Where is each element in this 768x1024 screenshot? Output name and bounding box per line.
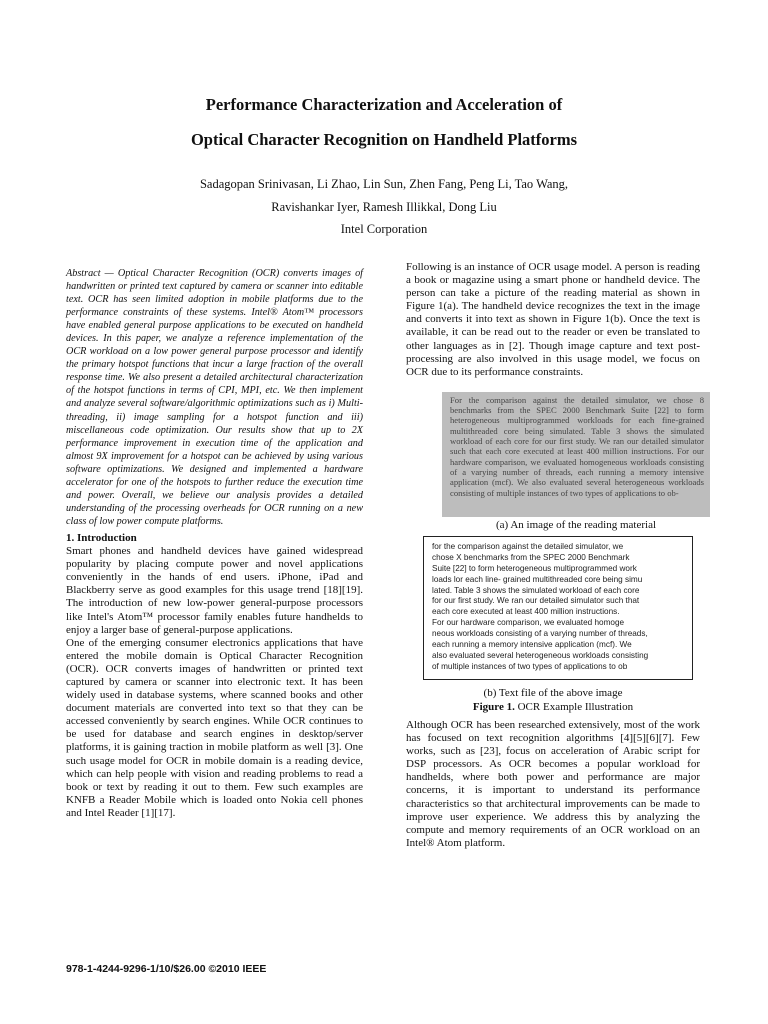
figure-1a-photo — [442, 392, 710, 517]
right-paragraph-1: Following is an instance of OCR usage model. A person is reading a book or magazine using a smart phone or handheld device. The person can take a picture of the reading material as shown in Figure 1(a). The handheld device recognizes the text in the image and converts it into text as shown in Figure 1(b). Once the text is available, it can be read out to the reader or even be translated to other languages as in [2]. Though image capture and text post-processing are also involved in this usage model, we focus on OCR due to its performance constraints. — [406, 261, 700, 378]
figure-1-label: Figure 1. — [472, 700, 515, 713]
figure-1-caption — [406, 700, 700, 714]
figure-1b-caption: (b) Text file of the above image — [483, 686, 623, 699]
section-heading-introduction: 1. Introduction — [66, 531, 137, 544]
intro-paragraph-2: One of the emerging consumer electronics applications that have entered the mobile domain is Optical Character Recognition (OCR). OCR converts images of handwritten or printed text captured by camera or scanner into electronic text. It has been widely used in database systems, where scanned books and other document materials are converted into text so that they can be accessed conveniently by search engines. While OCR continues to be used for database and search engines in desktop/server platforms, it is gaining traction in mobile platform as well [3]. One such usage model for OCR in mobile domain is a reading device, which can help people with vision and reading problems to read a book or text by reading it out to them. Few such examples are KNFB a Reader Mobile which is loaded onto Nokia cell phones and Intel Reader [1][17]. — [66, 636, 363, 819]
authors-line-2: Ravishankar Iyer, Ramesh Illikkal, Dong Liu — [271, 200, 497, 214]
paper-title-line-1: Performance Characterization and Acceleration of — [205, 95, 563, 114]
intro-paragraph-1: Smart phones and handheld devices have gained widespread popularity by placing compute power and novel applications conveniently in the hands of end users. iPhone, iPad and Blackberry serve as good examples for this usage trend [18][19]. The introduction of new low-power general-purpose processors like Intel's Atom™ processor family enables future handhelds to enjoy a larger base of general-purpose applications. — [66, 545, 363, 636]
figure-1a-photo-text: For the comparison against the detailed simulator, we chose 8 benchmarks from the SPEC 2000 Benchmark Suite [22] to form heterogeneous multiprogrammed workloads for each fine-grained multithreaded core being simulated. Table 3 shows the simulated workload of each core for our first study. We ran our detailed simulator such that each core executed at least 400 million instructions. For our hardware comparison, we evaluated homogeneous workloads consisting of a varying number of threads, each running a memory intensive application (mcf). We also evaluated several heterogeneous workloads consisting of multiple instances of two types of applications to ob- — [450, 394, 704, 498]
figure-1b-textbox — [423, 536, 693, 680]
right-column — [406, 261, 704, 850]
paper-title-line-2: Optical Character Recognition on Handheld Platforms — [190, 130, 578, 149]
right-paragraph-2: Although OCR has been researched extensively, most of the work has focused on text recognition algorithms [4][5][6][7]. Few works, such as [23], focus on acceleration of Arabic script for DSP processors. As OCR becomes a popular workload for handhelds, where both power and performance are major concerns, it is important to understand its performance characteristics so that architectural improvements can be made to improve user experience. We address this by analyzing the compute and memory requirements of an OCR workload on an Intel® Atom platform. — [406, 718, 700, 849]
left-column — [66, 267, 363, 820]
affiliation: Intel Corporation — [340, 222, 428, 236]
abstract: Abstract — Optical Character Recognition (OCR) converts images of handwritten or printed text captured by camera or scanner into editable text. OCR has seen limited adoption in mobile platforms due to the performance constraints of these systems. Intel® Atom™ processors have enabled general purpose applications to be executed on handheld devices. In this paper, we analyze a reference implementation of the OCR workload on a low power general purpose processor and identify the primary hotspot functions that incur a large fraction of the overall response time. We also present a detailed architectural characterization of the hotspot functions in terms of CPI, MPI, etc. We then implement and analyze several software/algorithmic optimizations such as i) Multi-threading, ii) image sampling for a hotspot function and iii) miscellaneous code optimization. Our results show that up to 2X performance improvement in execution time of the application and almost 9X improvement for a hotspot can be achieved by using various software optimizations. We designed and implemented a hardware accelerator for one of the hotspots to further reduce the execution time and power. Overall, we believe our analysis provides a detailed understanding of the processing overheads for OCR running on a new class of low power compute platforms. — [66, 268, 363, 527]
figure-1b-text: for the comparison against the detailed simulator, we chose X benchmarks from the SPEC 2000 Benchmark Suite [22] to form heterogeneous multiprogrammed work loads lor each line- grained multithreaded core being simu lated. Table 3 shows the simulated workload of each core for our first study. We ran our detailed simulator such that each core executed at least 400 million instructions. For our hardware comparison, we evaluated homoge neous workloads consisting of a varying number of threads, each running a memory intensive application (mcf). We also evaluated several heterogeneous workloads consisting of multiple instances of two types of applications to ob — [432, 541, 649, 671]
figure-1a-caption: (a) An image of the reading material — [495, 518, 657, 531]
copyright-footer: 978-1-4244-9296-1/10/$26.00 ©2010 IEEE — [66, 963, 267, 975]
authors-line-1: Sadagopan Srinivasan, Li Zhao, Lin Sun, Zhen Fang, Peng Li, Tao Wang, — [199, 177, 569, 191]
figure-1-title: OCR Example Illustration — [514, 700, 634, 713]
